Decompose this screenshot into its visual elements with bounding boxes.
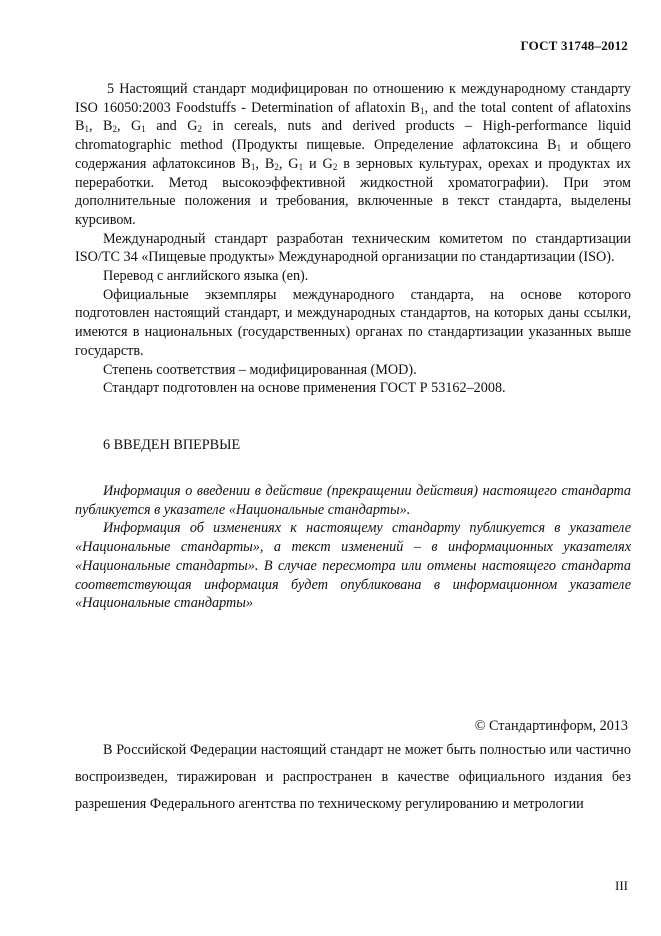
section-5-paragraph-basis: Стандарт подготовлен на основе применения ГОСТ Р 53162–2008. (103, 380, 506, 397)
section-6-title: 6 ВВЕДЕН ВПЕРВЫЕ (103, 437, 241, 453)
copyright-notice-text: В Российской Федерации настоящий стандарт не может быть полностью или частично воспроизведен, тиражирован и распространен в качестве официального издания без разрешения Федерального агентства по техническому регулированию и метрологии (75, 742, 631, 813)
section-5-paragraph-modification: 5 Настоящий стандарт модифицирован по отношению к международному стандарту ISO 16050:2003 Foodstuffs - Determination of aflatoxin $B_1$, and the total content of aflatoxins $B_1$, $B_2$, $G_1$ and $G_2$ in cereals, nuts and derived products – High-performance liquid chromatographic method (Продукты пищевые. Определение афлатоксина $B_1$ и общего содержания афлатоксинов $B_1$, $B_2$, $G_1$ и $G_2$ в зерновых культурах, орехах и продуктах их переработки. Метод высокоэффективной жидкостной хроматографии). При этом дополнительные положения и требования, включенные в текст стандарта, выделены курсивом. (75, 81, 632, 228)
section-5 (75, 80, 631, 398)
section-5-paragraph-committee: Международный стандарт разработан техническим комитетом по стандартизации ISO/TC 34 «Пищевые продукты» Международной организации по стандартизации (ISO). (75, 230, 631, 266)
section-5-paragraph-copies: Официальные экземпляры международного стандарта, на основе которого подготовлен настоящий стандарт, и международных стандартов, на которых даны ссылки, имеются в национальных (государственных) органах по стандартизации указанных выше государств. (75, 286, 631, 359)
info-paragraph-introduction: Информация о введении в действие (прекращении действия) настоящего стандарта публикуется в указателе «Национальные стандарты». (75, 483, 631, 518)
publication-info (75, 482, 631, 613)
document-header-code: ГОСТ 31748–2012 (520, 38, 628, 53)
page-number: III (615, 878, 628, 893)
copyright-notice (75, 737, 631, 819)
section-5-paragraph-degree: Степень соответствия – модифицированная (MOD). (103, 361, 417, 378)
info-paragraph-changes: Информация об изменениях к настоящему стандарту публикуется в указателе «Национальные стандарты», а текст изменений – в информационных указателях «Национальные стандарты». В случае пересмотра или отмены настоящего стандарта соответствующая информация будет опубликована в информационном указателе «Национальные стандарты» (75, 520, 631, 612)
copyright-line: © Стандартинформ, 2013 (474, 718, 628, 734)
section-5-paragraph-translation: Перевод с английского языка (en). (103, 268, 309, 285)
